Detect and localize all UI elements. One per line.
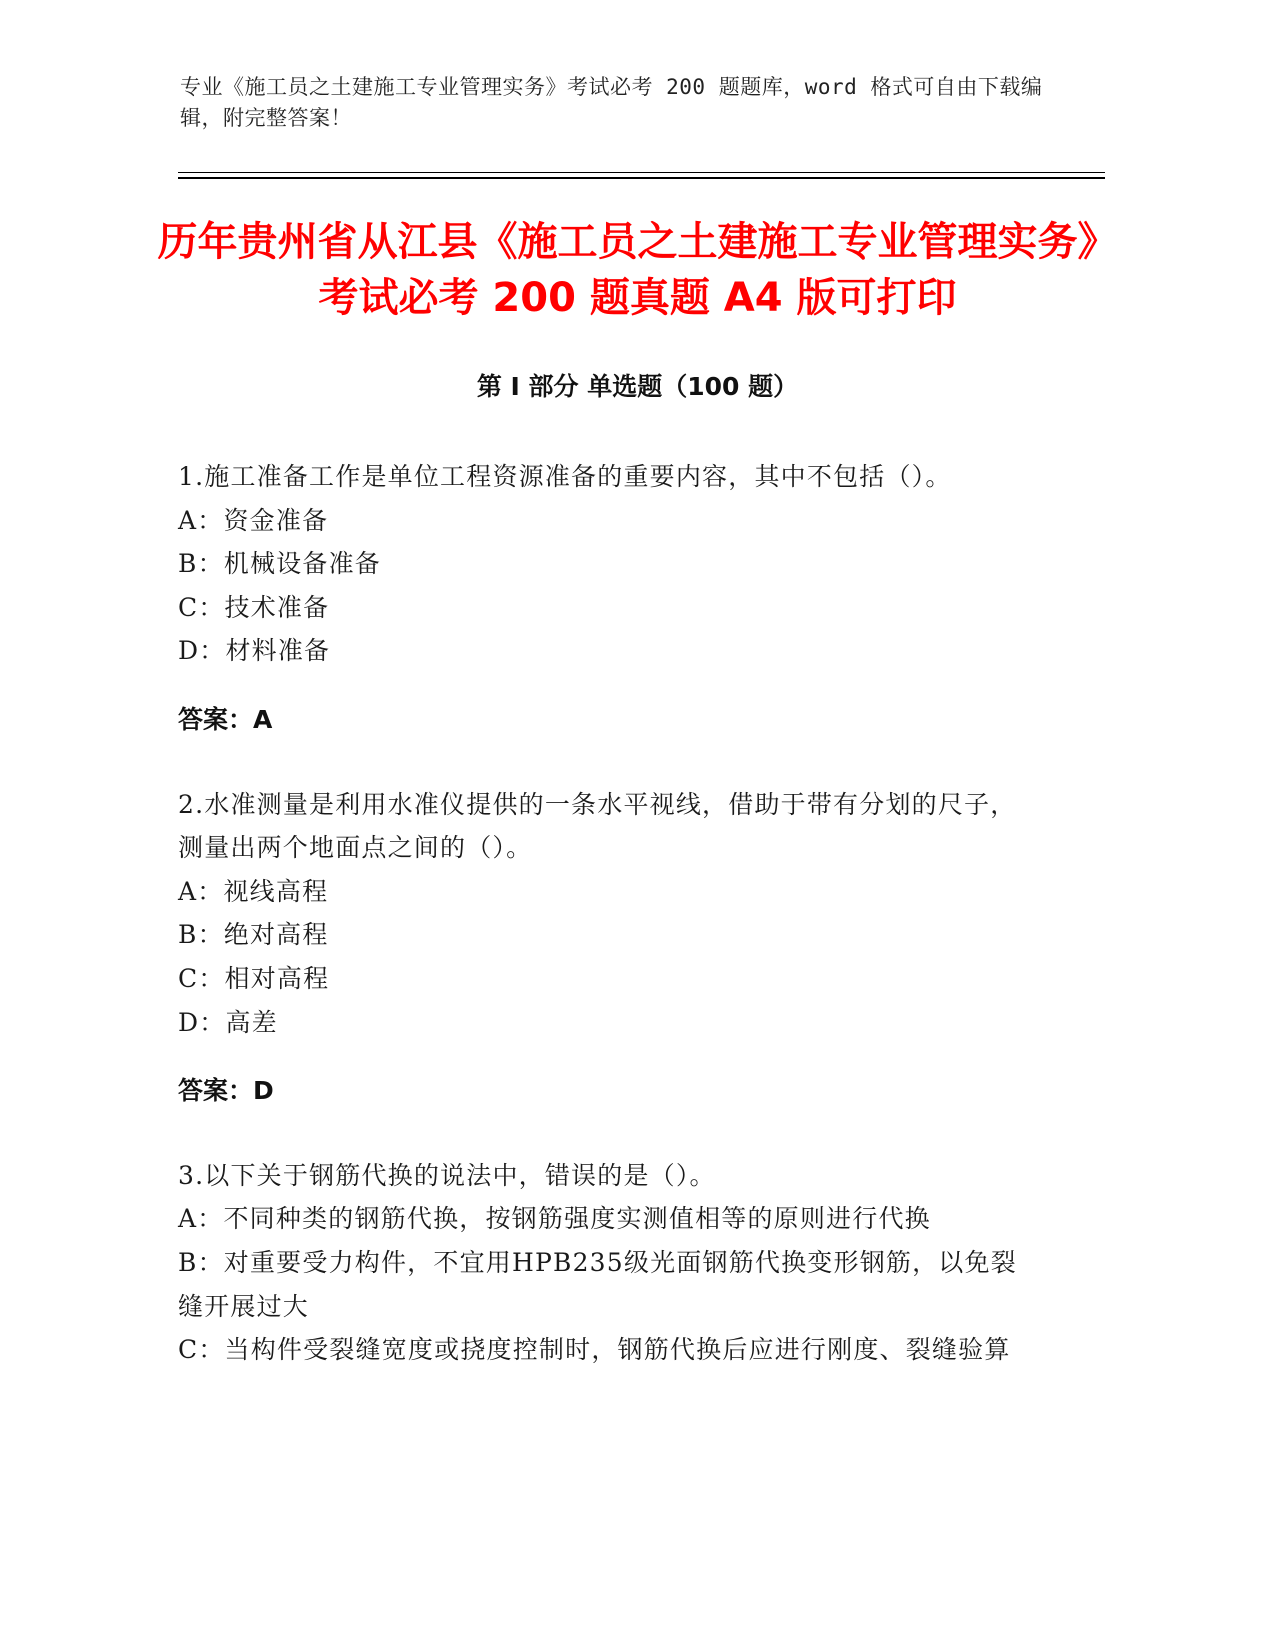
header-rule-thick: [178, 177, 1105, 179]
option-key: A：: [178, 1204, 224, 1234]
option-text: 资金准备: [223, 505, 329, 535]
option-key: A：: [178, 876, 224, 906]
option-c: [178, 1328, 1038, 1372]
option-a: [178, 1197, 1038, 1241]
option-c: [178, 957, 1038, 1001]
option-text: 材料准备: [225, 636, 331, 666]
answer-line: 答案：A: [178, 704, 273, 734]
option-key: B：: [178, 1247, 224, 1277]
option-text: 视线高程: [223, 876, 329, 906]
option-text: 对重要受力构件，不宜用HPB235级光面钢筋代换变形钢筋，以免裂缝开展过大: [178, 1247, 1017, 1321]
answer-line: 答案：D: [178, 1076, 274, 1106]
option-text: 当构件受裂缝宽度或挠度控制时，钢筋代换后应进行刚度、裂缝验算: [224, 1335, 1011, 1365]
option-d: [178, 1001, 1038, 1045]
option-b: [178, 1241, 1038, 1328]
option-text: 不同种类的钢筋代换，按钢筋强度实测值相等的原则进行代换: [223, 1204, 931, 1234]
option-text: 机械设备准备: [223, 549, 381, 579]
question-item: [178, 783, 1038, 1113]
option-c: [178, 586, 1038, 630]
option-a: [178, 499, 1038, 543]
option-text: 高差: [225, 1007, 278, 1037]
section-title: 第 I 部分 单选题（100 题）: [476, 372, 799, 401]
option-key: A：: [178, 505, 224, 535]
option-text: 绝对高程: [223, 920, 329, 950]
option-key: B：: [178, 920, 224, 950]
option-b: [178, 913, 1038, 957]
header-note: 专业《施工员之土建施工专业管理实务》考试必考 200 题题库，word 格式可自由下载编辑，附完整答案！: [180, 75, 1043, 130]
option-a: [178, 870, 1038, 914]
question-item: [178, 455, 1038, 742]
question-stem: 2.水准测量是利用水准仪提供的一条水平视线，借助于带有分划的尺子，测量出两个地面点之间的（）。: [178, 789, 1017, 863]
document-title: 历年贵州省从江县《施工员之土建施工专业管理实务》考试必考 200 题真题 A4 版可打印: [157, 219, 1118, 321]
question-stem: 3.以下关于钢筋代换的说法中，错误的是（）。: [178, 1160, 716, 1190]
option-d: [178, 629, 1038, 673]
option-key: C：: [178, 592, 225, 622]
option-key: C：: [178, 963, 225, 993]
option-key: D：: [178, 1007, 226, 1037]
option-key: D：: [178, 636, 226, 666]
question-stem: 1.施工准备工作是单位工程资源准备的重要内容，其中不包括（）。: [178, 462, 952, 491]
option-text: 相对高程: [224, 963, 330, 993]
question-list: [178, 455, 1038, 1413]
option-key: C：: [178, 1335, 225, 1365]
option-key: B：: [178, 549, 224, 579]
header-rule-thin: [178, 172, 1105, 173]
question-item: [178, 1154, 1038, 1372]
option-text: 技术准备: [224, 592, 330, 622]
option-b: [178, 542, 1038, 586]
